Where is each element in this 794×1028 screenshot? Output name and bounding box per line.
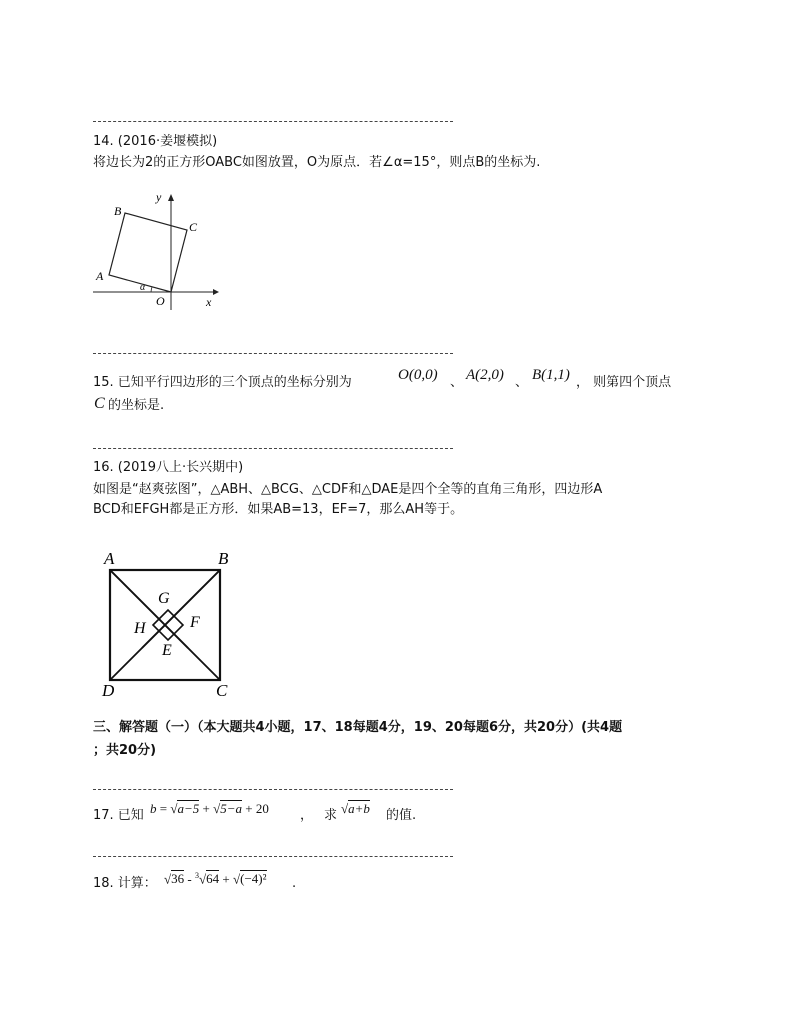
q17-eq: = bbox=[159, 801, 168, 816]
q14-text: 将边长为2的正方形OABC如图放置，O为原点．若∠α=15°，则点B的坐标为. bbox=[93, 155, 541, 170]
q15-line1-suffix: ， 则第四个顶点 bbox=[576, 375, 672, 390]
q15-line2-var: C bbox=[94, 395, 105, 412]
q18-radicand-2: 64 bbox=[206, 871, 220, 887]
label-b: B bbox=[114, 204, 122, 218]
q17-prefix: 17. 已知 bbox=[93, 808, 144, 823]
q18-radicand-1: 36 bbox=[171, 871, 185, 887]
q17-comma: ， bbox=[300, 808, 314, 823]
q16-figure bbox=[98, 545, 238, 700]
q17-suffix: 的值. bbox=[386, 808, 417, 823]
q18-plus: + bbox=[222, 871, 230, 887]
label-d: D bbox=[102, 681, 115, 700]
q17-tail: + 20 bbox=[245, 801, 269, 816]
q15-line2-suffix: 的坐标是. bbox=[108, 398, 165, 413]
q17-equation bbox=[150, 800, 269, 818]
alpha-arc bbox=[151, 287, 152, 292]
inner-square-efgh bbox=[153, 610, 183, 640]
q17-b-var: b bbox=[150, 801, 157, 816]
q17-sqrt-ab bbox=[341, 800, 370, 818]
y-axis-arrow bbox=[168, 194, 174, 201]
q18-prefix: 18. 计算： bbox=[93, 876, 157, 891]
q15-sep1: 、 bbox=[450, 375, 464, 390]
label-g: G bbox=[158, 590, 170, 607]
q17-ask: 求 bbox=[324, 808, 338, 823]
label-alpha: α bbox=[140, 282, 146, 293]
q18-end: . bbox=[292, 876, 297, 891]
q16-line1: 如图是“赵爽弦图”，△ABH、△BCG、△CDF和△DAE是四个全等的直角三角形，四边形A bbox=[93, 482, 603, 497]
radical-sign: √ bbox=[170, 801, 178, 816]
q17-radicand-2: 5−a bbox=[220, 801, 243, 816]
q16-line2: BCD和EFGH都是正方形．如果AB=13，EF=7，那么AH等于。 bbox=[93, 502, 464, 517]
radical-sign: √ bbox=[232, 871, 241, 887]
label-e: E bbox=[162, 642, 172, 659]
label-a: A bbox=[104, 549, 115, 568]
q15-point-a: A(2,0) bbox=[466, 367, 504, 383]
q15-line1-prefix: 15. 已知平行四边形的三个顶点的坐标分别为 bbox=[93, 375, 352, 390]
separator-line bbox=[93, 856, 453, 857]
label-a: A bbox=[96, 269, 104, 283]
label-c: C bbox=[189, 220, 198, 234]
q17-radicand-1: a−5 bbox=[177, 801, 200, 816]
label-h: H bbox=[134, 620, 146, 637]
label-x: x bbox=[206, 295, 212, 309]
q18-radicand-3: (−4)² bbox=[240, 871, 267, 887]
label-o: O bbox=[156, 294, 165, 308]
q15-sep2: 、 bbox=[515, 375, 529, 390]
radical-sign: √ bbox=[213, 801, 221, 816]
q18-minus: - bbox=[187, 871, 192, 887]
x-axis-arrow bbox=[213, 289, 219, 295]
q14-figure bbox=[88, 185, 228, 315]
q15-point-b: B(1,1) bbox=[532, 367, 570, 383]
separator-line bbox=[93, 121, 453, 122]
separator-line bbox=[93, 789, 453, 790]
separator-line bbox=[93, 448, 453, 449]
square-oabc bbox=[109, 213, 187, 292]
radical-sign: √ bbox=[198, 871, 207, 887]
section3-heading-line1: 三、解答题（一）（本大题共4小题，17、18每题4分，19、20每题6分，共20分）(共4题 bbox=[93, 720, 623, 735]
label-f: F bbox=[190, 614, 200, 631]
label-b: B bbox=[218, 549, 229, 568]
q16-number: 16. (2019八上·长兴期中) bbox=[93, 460, 244, 475]
radical-sign: √ bbox=[164, 871, 172, 887]
q18-cube-index: 3 bbox=[194, 871, 199, 880]
q14-number: 14. (2016·姜堰模拟) bbox=[93, 134, 218, 149]
q15-point-o: O(0,0) bbox=[398, 367, 438, 383]
label-c: C bbox=[216, 681, 228, 700]
separator-line bbox=[93, 353, 453, 354]
q18-expression bbox=[164, 866, 267, 889]
q17-plus: + bbox=[202, 801, 210, 816]
q17-radicand-3: a+b bbox=[348, 801, 370, 816]
label-y: y bbox=[156, 190, 162, 204]
section3-heading-line2: ；共20分) bbox=[93, 743, 157, 758]
radical-sign: √ bbox=[341, 801, 349, 816]
